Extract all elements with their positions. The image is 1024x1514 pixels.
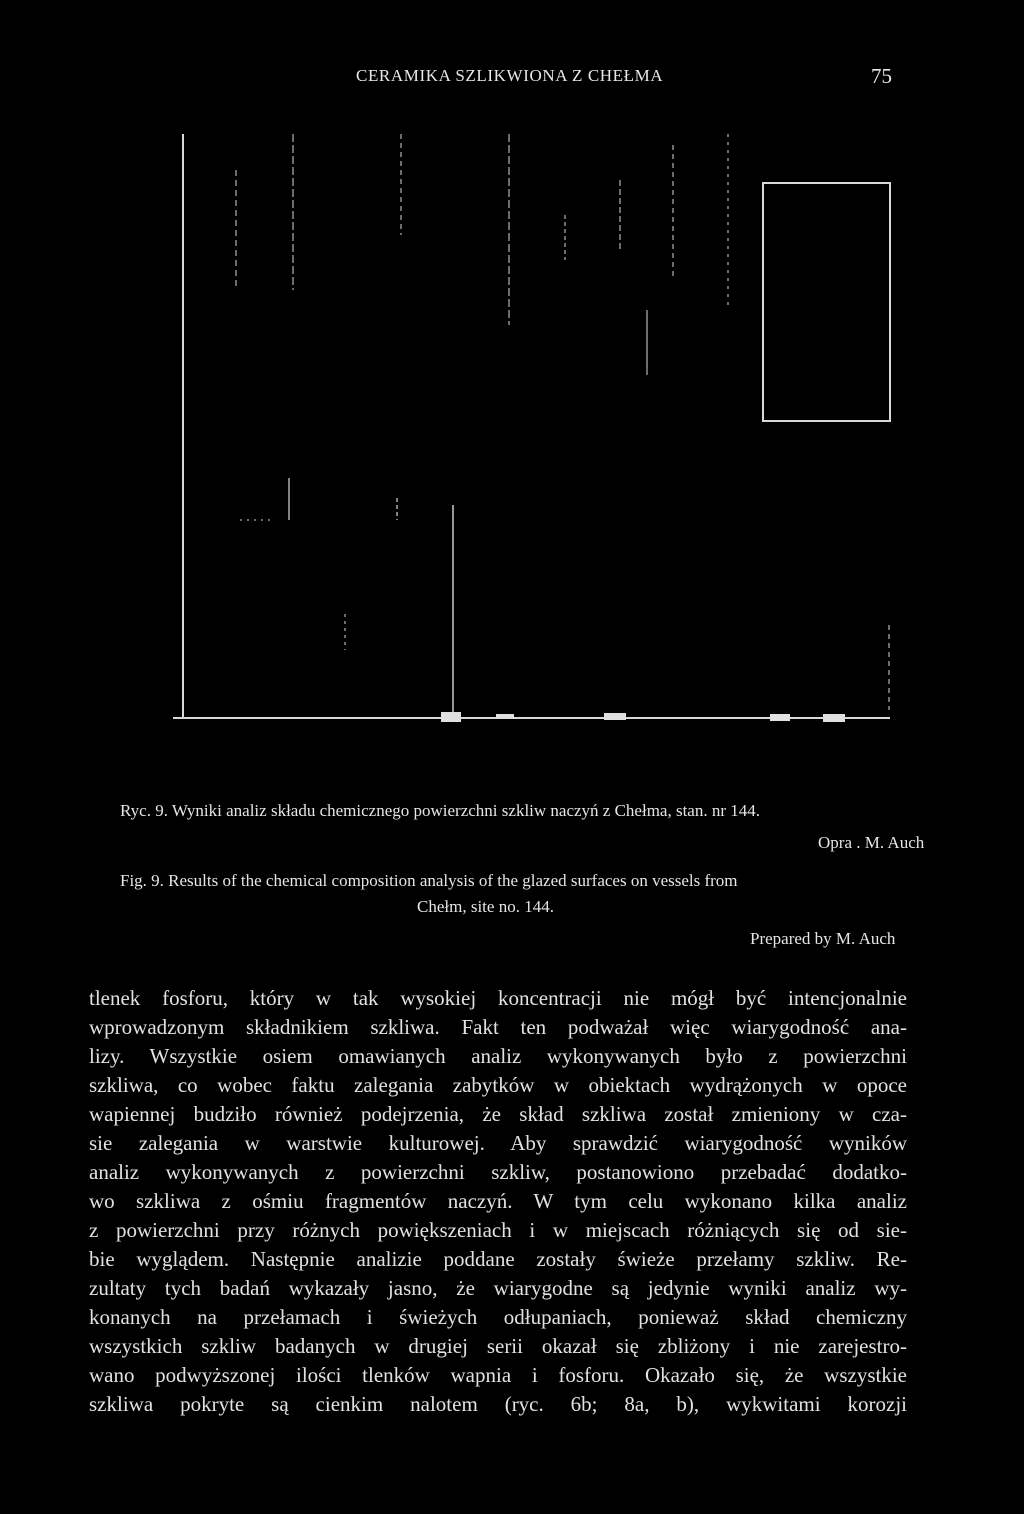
body-line: konanych na przełamach i świeżych odłupaniach, ponieważ skład chemiczny (89, 1305, 907, 1329)
body-line: lizy. Wszystkie osiem omawianych analiz wykonywanych było z powierzchni (89, 1044, 907, 1068)
body-line: wo szkliwa z ośmiu fragmentów naczyń. W tym celu wykonano kilka analiz (89, 1189, 907, 1213)
figure-caption-english-line-1: Fig. 9. Results of the chemical composition analysis of the glazed surfaces on vessels from (120, 871, 738, 890)
body-line: szkliwa pokryte są cienkim nalotem (ryc. 6b; 8a, b), wykwitami korozji (89, 1392, 907, 1416)
axis-mark (441, 712, 461, 722)
figure-caption-polish: Ryc. 9. Wyniki analiz składu chemicznego powierzchni szkliw naczyń z Chełma, stan. nr 144. (120, 801, 761, 820)
body-line: z powierzchni przy różnych powiększeniach i w miejscach różniących się od sie- (89, 1218, 907, 1242)
figure-credit-polish: Opra . M. Auch (818, 833, 925, 852)
page-number: 75 (871, 64, 892, 88)
body-line: wapiennej budziło również podejrzenia, że skład szkliwa został zmieniony w cza- (89, 1102, 907, 1126)
body-line: bie wyglądem. Następnie analizie poddane zostały świeże przełamy szkliw. Re- (89, 1247, 907, 1271)
body-paragraph (89, 984, 907, 1419)
figure-credit-english: Prepared by M. Auch (750, 929, 896, 948)
body-line: wano podwyższonej ilości tlenków wapnia i fosforu. Okazało się, że wszystkie (89, 1363, 907, 1387)
body-line: wprowadzonym składnikiem szkliwa. Fakt ten podważał więc wiarygodność ana- (89, 1015, 907, 1039)
axis-mark (496, 714, 514, 719)
axis-mark (604, 713, 626, 720)
figure-9-chart (0, 120, 1024, 750)
body-line: analiz wykonywanych z powierzchni szkliw, postanowiono przebadać dodatko- (89, 1160, 907, 1184)
body-line: zultaty tych badań wykazały jasno, że wiarygodne są jedynie wyniki analiz wy- (89, 1276, 907, 1300)
axis-mark (823, 714, 845, 722)
body-line: tlenek fosforu, który w tak wysokiej koncentracji nie mógł być intencjonalnie (89, 986, 907, 1010)
figure-caption-english-line-2: Chełm, site no. 144. (417, 897, 554, 916)
axis-mark (770, 714, 790, 721)
body-line: sie zalegania w warstwie kulturowej. Aby sprawdzić wiarygodność wyników (89, 1131, 907, 1155)
running-header-title: CERAMIKA SZLIKWIONA Z CHEŁMA (356, 66, 664, 85)
figure-inset-box (763, 183, 890, 421)
body-line: szkliwa, co wobec faktu zalegania zabytków w obiektach wydrążonych w opoce (89, 1073, 907, 1097)
body-line: wszystkich szkliw badanych w drugiej serii okazał się zbliżony i nie zarejestro- (89, 1334, 907, 1358)
